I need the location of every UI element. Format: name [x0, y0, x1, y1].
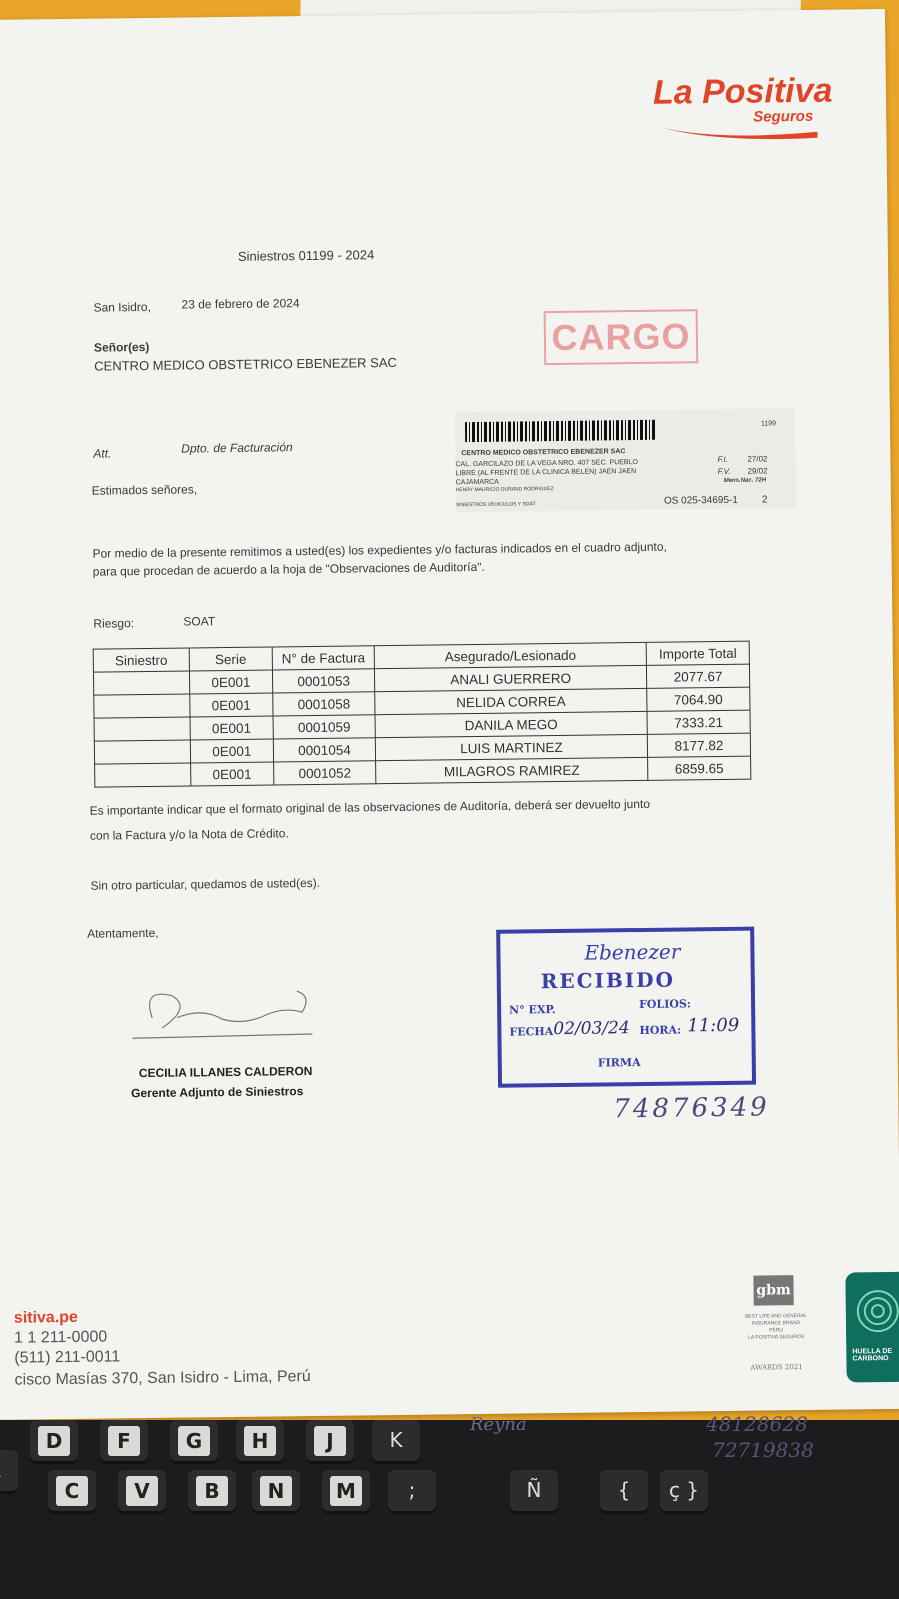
handwritten-number: 74876349 [613, 1092, 770, 1125]
closing-line: Sin otro particular, quedamos de usted(es). [90, 875, 321, 893]
table-cell: LUIS MARTINEZ [375, 734, 647, 760]
paragraph-1-line-1: Por medio de la presente remitimos a usted(es) los expedientes y/o facturas indicados en el cuadro adjunto, [92, 539, 667, 561]
stamp-fecha-label: FECHA [509, 1025, 554, 1039]
stamp-hora-value: 11:09 [687, 1014, 740, 1037]
key-label: F [108, 1426, 140, 1456]
column-header: Serie [189, 647, 273, 671]
brand-swoosh-icon [659, 122, 819, 144]
shipping-label [455, 408, 796, 512]
table-body [93, 664, 750, 787]
table-cell: 6859.65 [648, 756, 751, 780]
stamp-exp-label: N° EXP. [509, 1003, 556, 1017]
stamp-brand: Ebenezer [584, 939, 681, 965]
label-name: CENTRO MEDICO OBSTETRICO EBENEZER SAC [461, 448, 626, 458]
greeting: Estimados señores, [91, 482, 198, 498]
att-label: Att. [93, 446, 112, 461]
table-cell: 8177.82 [647, 733, 750, 757]
letter-page [0, 9, 899, 1420]
label-fv-label: F.V. [717, 466, 731, 477]
bottom-handwritten-number-2: 72719838 [712, 1438, 814, 1462]
table-cell: 7333.21 [647, 710, 750, 734]
column-header: Importe Total [646, 641, 749, 665]
table-cell: 0E001 [190, 716, 274, 740]
label-address3: CAJAMARCA [455, 478, 499, 487]
table-cell: 0001058 [273, 692, 375, 716]
key-label: B [196, 1476, 228, 1506]
table-cell: 7064.90 [647, 687, 750, 711]
key-label: J [314, 1426, 346, 1456]
stamp-hora-label: HORA: [639, 1023, 682, 1038]
table-cell: 0E001 [190, 739, 274, 763]
keyboard-key [306, 1420, 354, 1464]
label-code: 1199 [760, 420, 777, 428]
label-fv-value: 29/02 [747, 466, 768, 476]
bottom-handwritten-name: Reyna [470, 1414, 527, 1435]
key-label: ; [408, 1478, 416, 1502]
table-cell: 0001059 [273, 715, 375, 739]
carbon-badge [845, 1272, 899, 1383]
signer-name: CECILIA ILLANES CALDERON [138, 1064, 313, 1081]
table-cell [94, 717, 190, 741]
barcode-icon [465, 420, 655, 442]
key-label: ç } [668, 1478, 700, 1502]
keyboard-key [322, 1470, 370, 1514]
keyboard-key [188, 1470, 236, 1514]
table-cell [94, 694, 190, 718]
risk-label: Riesgo: [93, 616, 135, 631]
keyboard [0, 1412, 899, 1599]
table-cell: 0001054 [273, 738, 375, 762]
award-line-1: BEST LIFE AND GENERAL [744, 1312, 807, 1320]
table-cell: 0E001 [190, 762, 274, 786]
label-address2: LIBRE (AL FRENTE DE LA CLINICA BELEN) JAEN JAEN [455, 468, 637, 478]
fingerprint-icon [856, 1284, 899, 1339]
keyboard-key [600, 1470, 648, 1514]
key-label [0, 1458, 18, 1482]
stamp-title: RECIBIDO [540, 967, 676, 994]
table-cell: 0001053 [272, 669, 374, 693]
footer-phone-2: (511) 211-0011 [14, 1348, 121, 1367]
reference-line: Siniestros 01199 - 2024 [237, 247, 375, 264]
claims-table [93, 641, 752, 788]
award-logo: gbm [753, 1275, 793, 1305]
letter-date: 23 de febrero de 2024 [181, 296, 300, 312]
table-cell: 0E001 [189, 693, 273, 717]
keyboard-key [510, 1470, 558, 1514]
carbon-label: HUELLA DE CARBONO [852, 1347, 893, 1363]
label-fi-label: F.I. [717, 454, 729, 465]
key-label: Ñ [526, 1478, 542, 1502]
regards: Atentamente, [87, 925, 159, 941]
bottom-handwritten-number-1: 48128628 [706, 1412, 808, 1436]
key-label: H [244, 1426, 276, 1456]
label-os: OS 025-34695-1 [663, 494, 738, 507]
keyboard-key [660, 1470, 708, 1514]
key-label: K [389, 1428, 403, 1452]
keyboard-key [118, 1470, 166, 1514]
keyboard-key [170, 1420, 218, 1464]
received-stamp [496, 927, 756, 1088]
keyboard-key [372, 1420, 420, 1464]
keyboard-key [236, 1420, 284, 1464]
addressee-label: Señor(es) [93, 339, 150, 355]
table-cell: MILAGROS RAMIREZ [376, 757, 648, 783]
table-cell: NELIDA CORREA [375, 688, 647, 714]
cargo-stamp: CARGO [544, 309, 699, 365]
table-cell: ANALI GUERRERO [375, 665, 647, 691]
table-cell: DANILA MEGO [375, 711, 647, 737]
keyboard-key [388, 1470, 436, 1514]
key-label: G [178, 1426, 210, 1456]
brand-name: La Positiva [652, 71, 833, 112]
keyboard-key [30, 1420, 78, 1464]
key-label: D [38, 1426, 70, 1456]
keyboard-key [48, 1470, 96, 1514]
keyboard-key [0, 1450, 18, 1494]
addressee: CENTRO MEDICO OBSTETRICO EBENEZER SAC [94, 354, 397, 374]
key-label: { [617, 1478, 631, 1502]
column-header: Asegurado/Lesionado [374, 642, 646, 668]
risk-value: SOAT [183, 614, 216, 629]
att-value: Dpto. de Facturación [181, 440, 293, 456]
label-mens: Mens.Nac. 72H [723, 477, 767, 484]
paragraph-2-line-1: Es importante indicar que el formato original de las observaciones de Auditoría, deberá ser devuelto junto [89, 796, 651, 818]
key-label: V [126, 1476, 158, 1506]
brand-logo [652, 71, 833, 126]
stamp-fecha-value: 02/03/24 [553, 1018, 630, 1040]
stamp-folios-label: FOLIOS: [638, 997, 692, 1012]
label-address1: CAL. GARCILAZO DE LA VEGA NRO. 407 SEC. PUEBLO [455, 458, 638, 469]
place: San Isidro, [93, 299, 151, 315]
table-cell: 0001052 [274, 761, 376, 785]
award-line-4: LA POSITIVA SEGUROS [748, 1334, 805, 1341]
key-label: M [330, 1476, 362, 1506]
column-header: Siniestro [93, 648, 189, 672]
footer-address: cisco Masías 370, San Isidro - Lima, Perú [14, 1368, 311, 1389]
label-os-num: 2 [761, 494, 768, 506]
table-cell: 0E001 [189, 670, 273, 694]
signer-title: Gerente Adjunto de Siniestros [131, 1084, 304, 1101]
table-cell [94, 740, 190, 764]
keyboard-key [100, 1420, 148, 1464]
footer-phone-1: 1 1 211-0000 [14, 1328, 108, 1347]
keyboard-key [252, 1470, 300, 1514]
paragraph-2-line-2: con la Factura y/o la Nota de Crédito. [89, 826, 289, 843]
label-person: HENRY MAURICIO DURAND RODRIGUEZ [455, 486, 554, 494]
award-line-2: INSURANCE BRAND [751, 1320, 801, 1327]
key-label: N [260, 1476, 292, 1506]
label-area: SINIESTROS VEHICULOS Y SOAT [455, 501, 536, 509]
key-label: C [56, 1476, 88, 1506]
award-badge [715, 1275, 826, 1386]
award-year: AWARDS 2021 [750, 1363, 803, 1372]
table-cell: 2077.67 [646, 664, 749, 688]
stamp-firma-label: FIRMA [597, 1056, 641, 1070]
footer-web: sitiva.pe [13, 1308, 78, 1327]
signature-icon [132, 976, 323, 1048]
paragraph-1-line-2: para que procedan de acuerdo a la hoja de "Observaciones de Auditoría". [92, 559, 485, 579]
award-line-3: PERU [769, 1327, 784, 1334]
table-cell [95, 763, 191, 787]
column-header: N° de Factura [272, 646, 374, 670]
brand-sub: Seguros [753, 107, 814, 126]
table-cell [93, 671, 189, 695]
label-fi-value: 27/02 [747, 454, 768, 464]
